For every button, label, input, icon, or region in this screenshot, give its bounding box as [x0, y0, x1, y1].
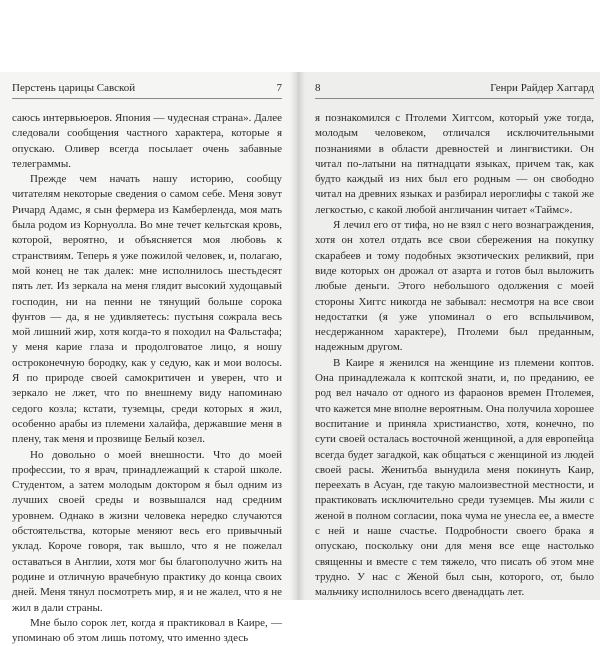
left-page-header [12, 78, 282, 99]
right-page [305, 72, 600, 600]
book-gutter [290, 72, 305, 600]
page-number: 8 [315, 82, 321, 94]
paragraph: Прежде чем начать нашу историю, сообщу читателям некоторые сведения о самом себе. Меня зовут Ричард Адамс, я сын фермера из Камберленда, моя мать была родом из Корнуолла. Во мне течет кельтская кровь, которой, вероятно, и объясняется моя любовь к странствиям. Теперь я уже пожилой человек, и, полагаю, мой конец не так далек: мне исполнилось шестьдесят пять лет. Из зеркала на меня глядит высокий худощавый господин, ни на пенни не тянущий больше сорока фунтов — да, я не удивляетесь: пустыня сожрала весь мой лишний жир, хотя когда-то я походил на Фальстафа; у меня карие глаза и продолговатое лицо, я ношу остроконечную бородку, как у седую, как и мои волосы. Я по природе своей самокритичен и уверен, что и зеркало не лжет, что по внешнему виду напоминаю седого козла; кстати, туземцы, среди которых я жил, особенно арабы из племени халайфа, державшие меня в плену, так меня и прозвище Белый козел. [12, 173, 282, 446]
paragraph: Мне было сорок лет, когда я практиковал в Каире, — упоминаю об этом лишь потому, что именно здесь [12, 616, 282, 645]
paragraph: Но довольно о моей внешности. Что до моей профессии, то я врач, принадлежащий к старой школе. Студентом, а затем молодым доктором я был одним из лучших своей среды и возвышался над средним уровнем. Однако в жизни человека нередко случаются обстоятельства, которые меняют весь его привычный уклад. Короче говоря, так вышло, что я не пожелал оставаться в Англии, хотя мог бы благополучно жить на родине и отличную врачебную практику до конца своих дней. Меня тянул посмотреть мир, я и не жалел, что я не жил в дали страны. [12, 448, 282, 614]
paragraph: Я лечил его от тифа, но не взял с него вознаграждения, хотя он хотел отдать все свои сбережения на покупку скарабеев и тому подобных экзотических реликвий, при виде которых он дрожал от азарта и готов был выложить любые деньги. Этого небольшого одолжения с моей стороны Хиггс никогда не забывал: несмотря на все свои недостатки (я уже упоминал о его вспыльчивом, несдержанном характере), Птолеми был преданным, надежным другом. [315, 219, 594, 354]
paragraph: я познакомился с Птолеми Хиггсом, который уже тогда, молодым человеком, отличался исключительными познаниями в области древностей и лингвистики. Он читал по-латыни на пятнадцати языках, причем так, как будто каждый из них был его родным — он свободно читал на древних языках и разбирал иероглифы с такой же легкостью, с какой любой англичанин читает «Таймс». [315, 112, 594, 216]
left-page [0, 72, 290, 645]
page-number: 7 [276, 82, 282, 94]
right-page-header [315, 78, 594, 99]
running-title: Перстень царицы Савской [12, 82, 136, 94]
paragraph: саюсь интервьюеров. Япония — чудесная страна». Далее следовали сообщения частного характера, которые я опускаю. Оливер всегда посылает очень забавные телеграммы. [12, 112, 282, 170]
running-title: Генри Райдер Хаггард [490, 82, 594, 94]
page-text [12, 111, 282, 646]
paragraph: В Каире я женился на женщине из племени коптов. Она принадлежала к коптской знати, и, по преданию, ее род вел начало от одного из фараонов времен Птолемея, что кажется мне вполне вероятным. Она получила хорошее воспитание и приняла христианство, хотя, конечно, по сути своей осталась восточной женщиной, а для европейца всегда будет загадкой, как общаться с женщиной из людей своей расы. Женитьба вынудила меня покинуть Каир, переехать в Асуан, где такую малоизвестной местности, и практиковать исключительно среди туземцев. Мы жили с женой в полном согласии, пока чума не унесла ее, а вместе с ней и наше счастье. Подробности своего брака я опускаю, поскольку они для меня все еще настолько священны и вместе с тем тяжело, что писать об этом мне трудно. У нас с Женой был сын, которого, от, было мальчику исполнилось всего двенадцать лет. [315, 356, 594, 599]
page-text [315, 111, 594, 601]
